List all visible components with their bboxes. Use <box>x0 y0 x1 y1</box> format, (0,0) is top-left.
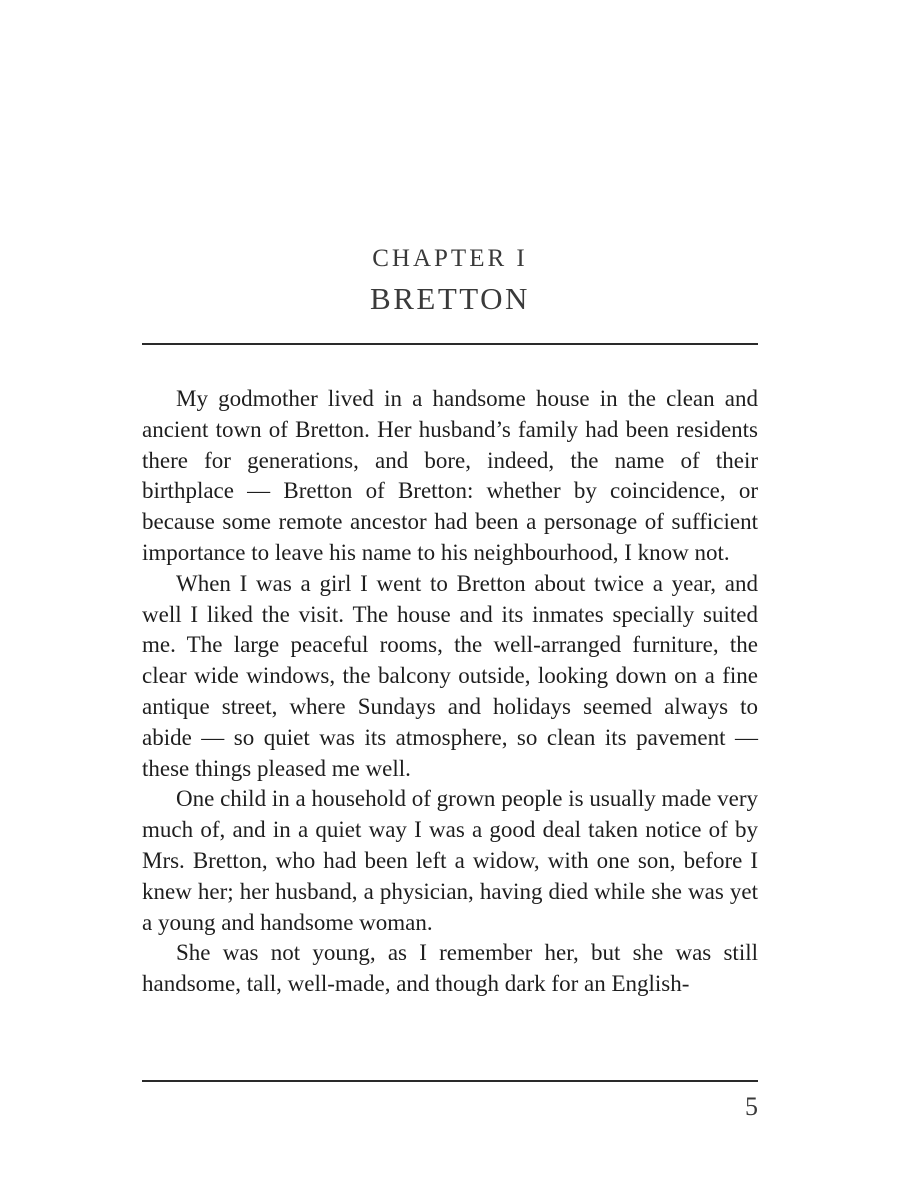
body-text <box>142 384 758 1000</box>
chapter-number: CHAPTER I <box>372 245 528 272</box>
page-number: 5 <box>745 1092 758 1121</box>
chapter-title: BRETTON <box>370 281 530 316</box>
bottom-divider <box>142 1080 758 1082</box>
top-divider <box>142 343 758 345</box>
paragraph: My godmother lived in a handsome house in the clean and ancient town of Bretton. Her husband’s family had been residents there for generations, and bore, indeed, the name of their birthplace — Bretton of Bretton: whether by coincidence, or because some remote ancestor had been a personage of sufficient importance to leave his name to his neighbourhood, I know not. <box>142 386 758 565</box>
paragraph: One child in a household of grown people is usually made very much of, and in a quiet way I was a good deal taken notice of by Mrs. Bretton, who had been left a widow, with one son, before I knew her; her husband, a physician, having died while she was yet a young and handsome woman. <box>142 786 758 935</box>
paragraph: When I was a girl I went to Bretton about twice a year, and well I liked the visit. The house and its inmates specially suited me. The large peaceful rooms, the well-arranged furniture, the clear wide windows, the balcony outside, looking down on a fine antique street, where Sundays and holidays seemed always to abide — so quiet was its atmosphere, so clean its pavement — these things pleased me well. <box>142 570 758 781</box>
chapter-heading <box>142 243 758 317</box>
paragraph: She was not young, as I remember her, but she was still handsome, tall, well-made, and though dark for an English- <box>142 940 758 997</box>
